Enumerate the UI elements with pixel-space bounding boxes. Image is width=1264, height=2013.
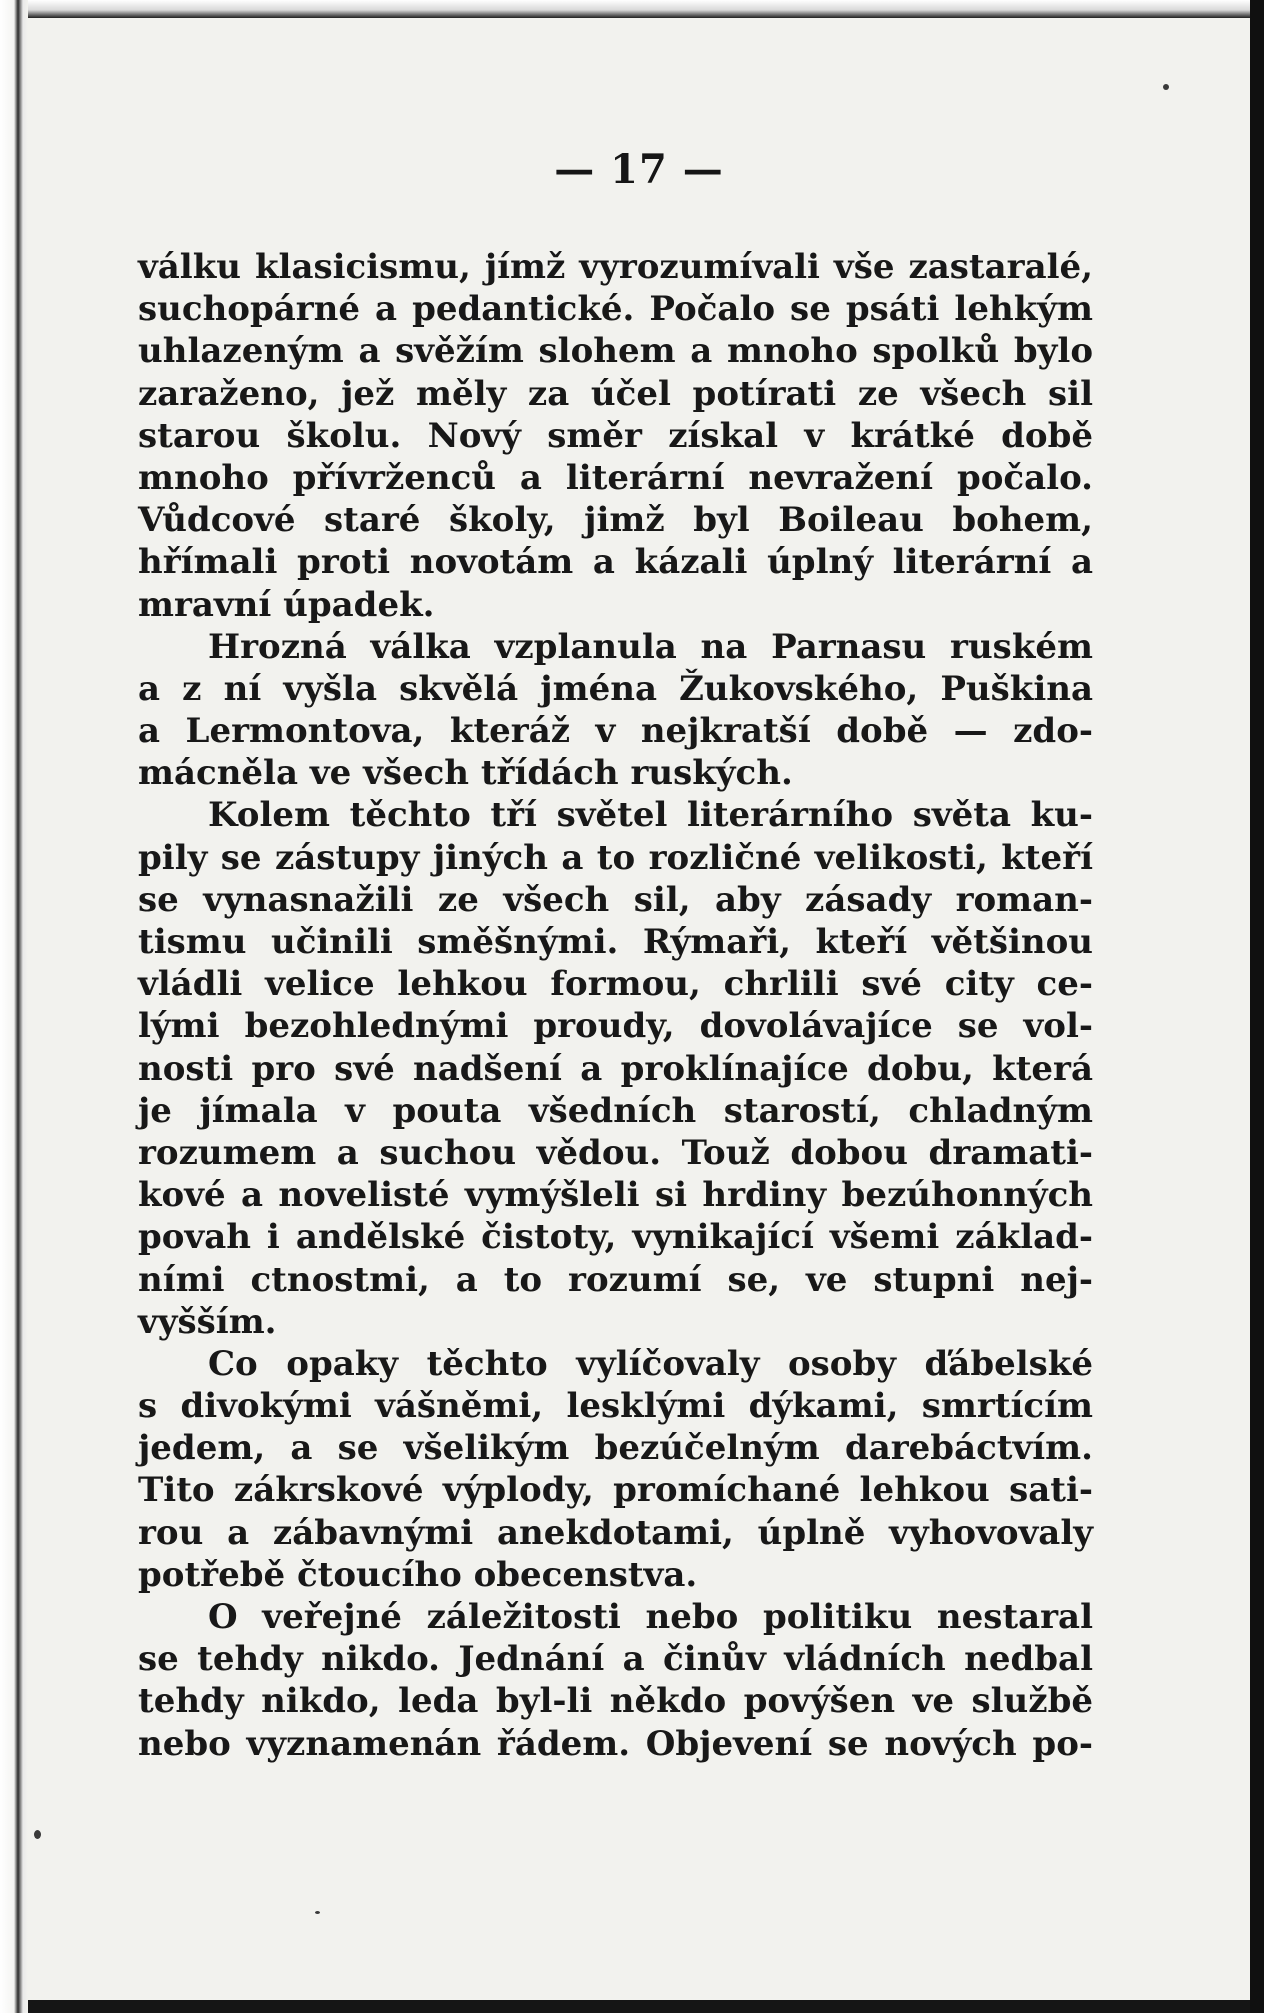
scan-speck bbox=[315, 1911, 320, 1914]
text-line: vládli velice lehkou formou, chrlili své city ce- bbox=[138, 964, 1093, 1005]
text-line: mravní úpadek. bbox=[138, 584, 435, 625]
text-line: rozumem a suchou vědou. Touž dobou dramati- bbox=[138, 1132, 1093, 1173]
text-line: O veřejné záležitosti nebo politiku nestaral bbox=[208, 1597, 1093, 1637]
text-line: nosti pro své nadšení a proklínajíce dobu, která bbox=[138, 1048, 1093, 1089]
text-line: lými bezohlednými proudy, dovolávajíce se vol- bbox=[138, 1006, 1093, 1047]
book-page bbox=[28, 18, 1250, 2000]
scan-speck bbox=[1163, 84, 1169, 90]
text-line: zaraženo, jež měly za účel potírati ze všech sil bbox=[138, 373, 1093, 414]
text-line: uhlazeným a svěžím slohem a mnoho spolků bylo bbox=[138, 331, 1093, 372]
text-line: Vůdcové staré školy, jimž byl Boileau bohem, bbox=[138, 500, 1093, 541]
body-text bbox=[138, 246, 1093, 1765]
page-number: — 17 — bbox=[554, 146, 724, 193]
text-line: se vynasnažili ze všech sil, aby zásady roman- bbox=[138, 879, 1093, 920]
text-line: mnoho přívrženců a literární nevražení počalo. bbox=[138, 457, 1093, 498]
text-line: kové a novelisté vymýšleli si hrdiny bezúhonných bbox=[138, 1175, 1093, 1216]
text-line: a z ní vyšla skvělá jména Žukovského, Puškina bbox=[138, 668, 1093, 709]
text-line: ními ctnostmi, a to rozumí se, ve stupni nej- bbox=[138, 1259, 1093, 1300]
text-line: potřebě čtoucího obecenstva. bbox=[138, 1554, 698, 1595]
text-line: jedem, a se všelikým bezúčelným darebáctvím. bbox=[138, 1428, 1093, 1469]
text-line: tismu učinili směšnými. Rýmaři, kteří většinou bbox=[138, 922, 1093, 962]
text-line: Hrozná válka vzplanula na Parnasu ruském bbox=[208, 626, 1093, 667]
text-line: suchopárné a pedantické. Počalo se psáti lehkým bbox=[138, 289, 1093, 330]
scan-speck bbox=[34, 1830, 41, 1839]
text-line: s divokými vášněmi, lesklými dýkami, smrtícím bbox=[138, 1386, 1093, 1427]
text-line: rou a zábavnými anekdotami, úplně vyhovovaly bbox=[138, 1512, 1093, 1553]
scan-left-edge bbox=[0, 0, 28, 2013]
text-line: Tito zákrskové výplody, promíchané lehkou sati- bbox=[138, 1470, 1093, 1511]
text-line: starou školu. Nový směr získal v krátké době bbox=[138, 415, 1093, 456]
text-line: se tehdy nikdo. Jednání a činův vládních nedbal bbox=[138, 1639, 1093, 1680]
text-line: je jímala v pouta všedních starostí, chladným bbox=[138, 1090, 1093, 1131]
text-line: Kolem těchto tří světel literárního světa ku- bbox=[208, 795, 1093, 836]
text-line: válku klasicismu, jímž vyrozumívali vše zastaralé, bbox=[138, 247, 1093, 287]
scan-right-edge bbox=[1250, 0, 1264, 2013]
text-line: nebo vyznamenán řádem. Objevení se nových po- bbox=[138, 1723, 1093, 1764]
text-line: mácněla ve všech třídách ruských. bbox=[138, 753, 793, 794]
scan-top-edge bbox=[0, 0, 1264, 18]
text-line: hřímali proti novotám a kázali úplný literární a bbox=[138, 542, 1093, 583]
text-line: pily se zástupy jiných a to rozličné velikosti, kteří bbox=[138, 837, 1093, 878]
text-line: Co opaky těchto vylíčovaly osoby ďábelské bbox=[208, 1343, 1093, 1384]
text-line: a Lermontova, kteráž v nejkratší době — zdo- bbox=[138, 711, 1093, 752]
text-line: tehdy nikdo, leda byl-li někdo povýšen ve službě bbox=[138, 1681, 1093, 1722]
text-line: povah i andělské čistoty, vynikající všemi základ- bbox=[138, 1217, 1093, 1258]
text-line: vyšším. bbox=[138, 1301, 277, 1342]
